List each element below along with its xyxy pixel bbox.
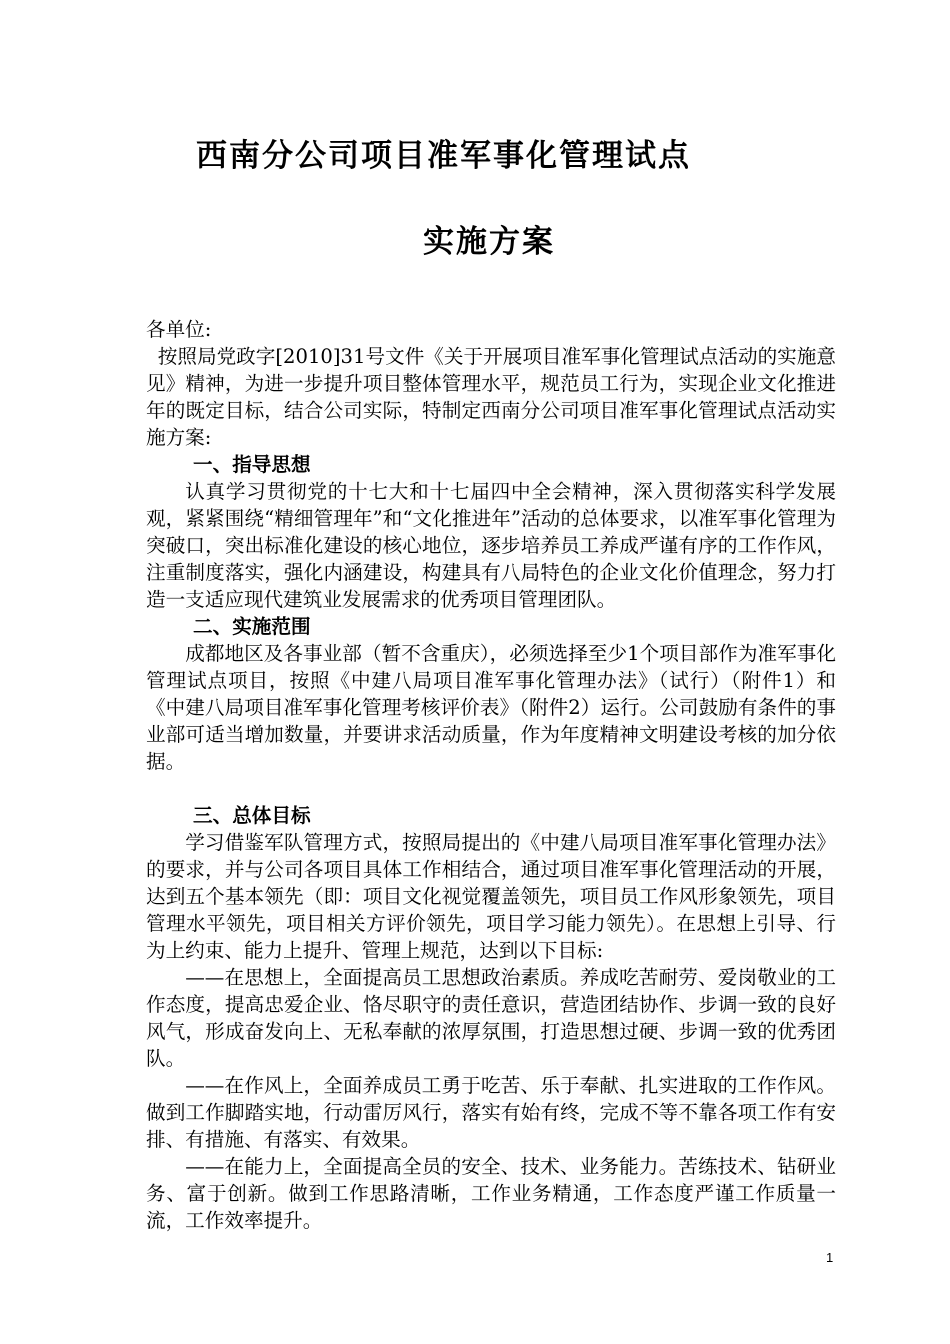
section-paragraph: 学习借鉴军队管理方式，按照局提出的《中建八局项目准军事化管理办法》的要求，并与公司各项目具体工作相结合，通过项目准军事化管理活动的开展，达到五个基本领先（即：项目文化视觉覆盖领先，项目员工作风形象领先，项目管理水平领先，项目相关方评价领先，项目学习能力领先）。在思想上引导、行为上约束、能力上提升、管理上规范，达到以下目标: — [146, 831, 836, 962]
paragraph-spacer — [146, 775, 836, 802]
salutation: 各单位: — [146, 318, 212, 341]
goal-item-ability: ——在能力上，全面提高全员的安全、技术、业务能力。苦练技术、钻研业务、富于创新。做到工作思路清晰，工作业务精通，工作态度严谨工作质量一流，工作效率提升。 — [146, 1155, 836, 1232]
section-heading-scope: 二、实施范围 — [193, 615, 311, 638]
goal-item-thought: ——在思想上，全面提高员工思想政治素质。养成吃苦耐劳、爱岗敬业的工作态度，提高忠爱企业、恪尽职守的责任意识，营造团结协作、步调一致的良好风气，形成奋发向上、无私奉献的浓厚氛围，打造思想过硬、步调一致的优秀团队。 — [146, 966, 836, 1070]
section-paragraph: 成都地区及各事业部（暂不含重庆），必须选择至少1个项目部作为准军事化管理试点项目，按照《中建八局项目准军事化管理办法》（试行）（附件1）和《中建八局项目准军事化管理考核评价表》（附件2）运行。公司鼓励有条件的事业部可适当增加数量，并要讲求活动质量，作为年度精神文明建设考核的加分依据。 — [146, 642, 836, 773]
section-heading-overall-goals: 三、总体目标 — [193, 804, 311, 827]
goal-item-style: ——在作风上，全面养成员工勇于吃苦、乐于奉献、扎实进取的工作作风。做到工作脚踏实地，行动雷厉风行，落实有始有终，完成不等不靠各项工作有安排、有措施、有落实、有效果。 — [146, 1074, 836, 1151]
document-title-line2: 实施方案 — [423, 224, 555, 260]
intro-paragraph: 按照局党政字[2010]31号文件《关于开展项目准军事化管理试点活动的实施意见》精神，为进一步提升项目整体管理水平，规范员工行为，实现企业文化推进年的既定目标，结合公司实际，特制定西南分公司项目准军事化管理试点活动实施方案: — [146, 345, 836, 449]
document-title-line1: 西南分公司项目准军事化管理试点 — [196, 138, 691, 174]
document-body — [146, 316, 836, 1234]
page-number: 1 — [826, 1250, 834, 1265]
section-paragraph: 认真学习贯彻党的十七大和十七届四中全会精神，深入贯彻落实科学发展观，紧紧围绕“精细管理年”和“文化推进年”活动的总体要求，以准军事化管理为突破口，突出标准化建设的核心地位，逐步培养员工养成严谨有序的工作作风，注重制度落实，强化内涵建设，构建具有八局特色的企业文化价值理念，努力打造一支适应现代建筑业发展需求的优秀项目管理团队。 — [146, 480, 836, 611]
section-heading-guiding-ideology: 一、指导思想 — [193, 453, 311, 476]
